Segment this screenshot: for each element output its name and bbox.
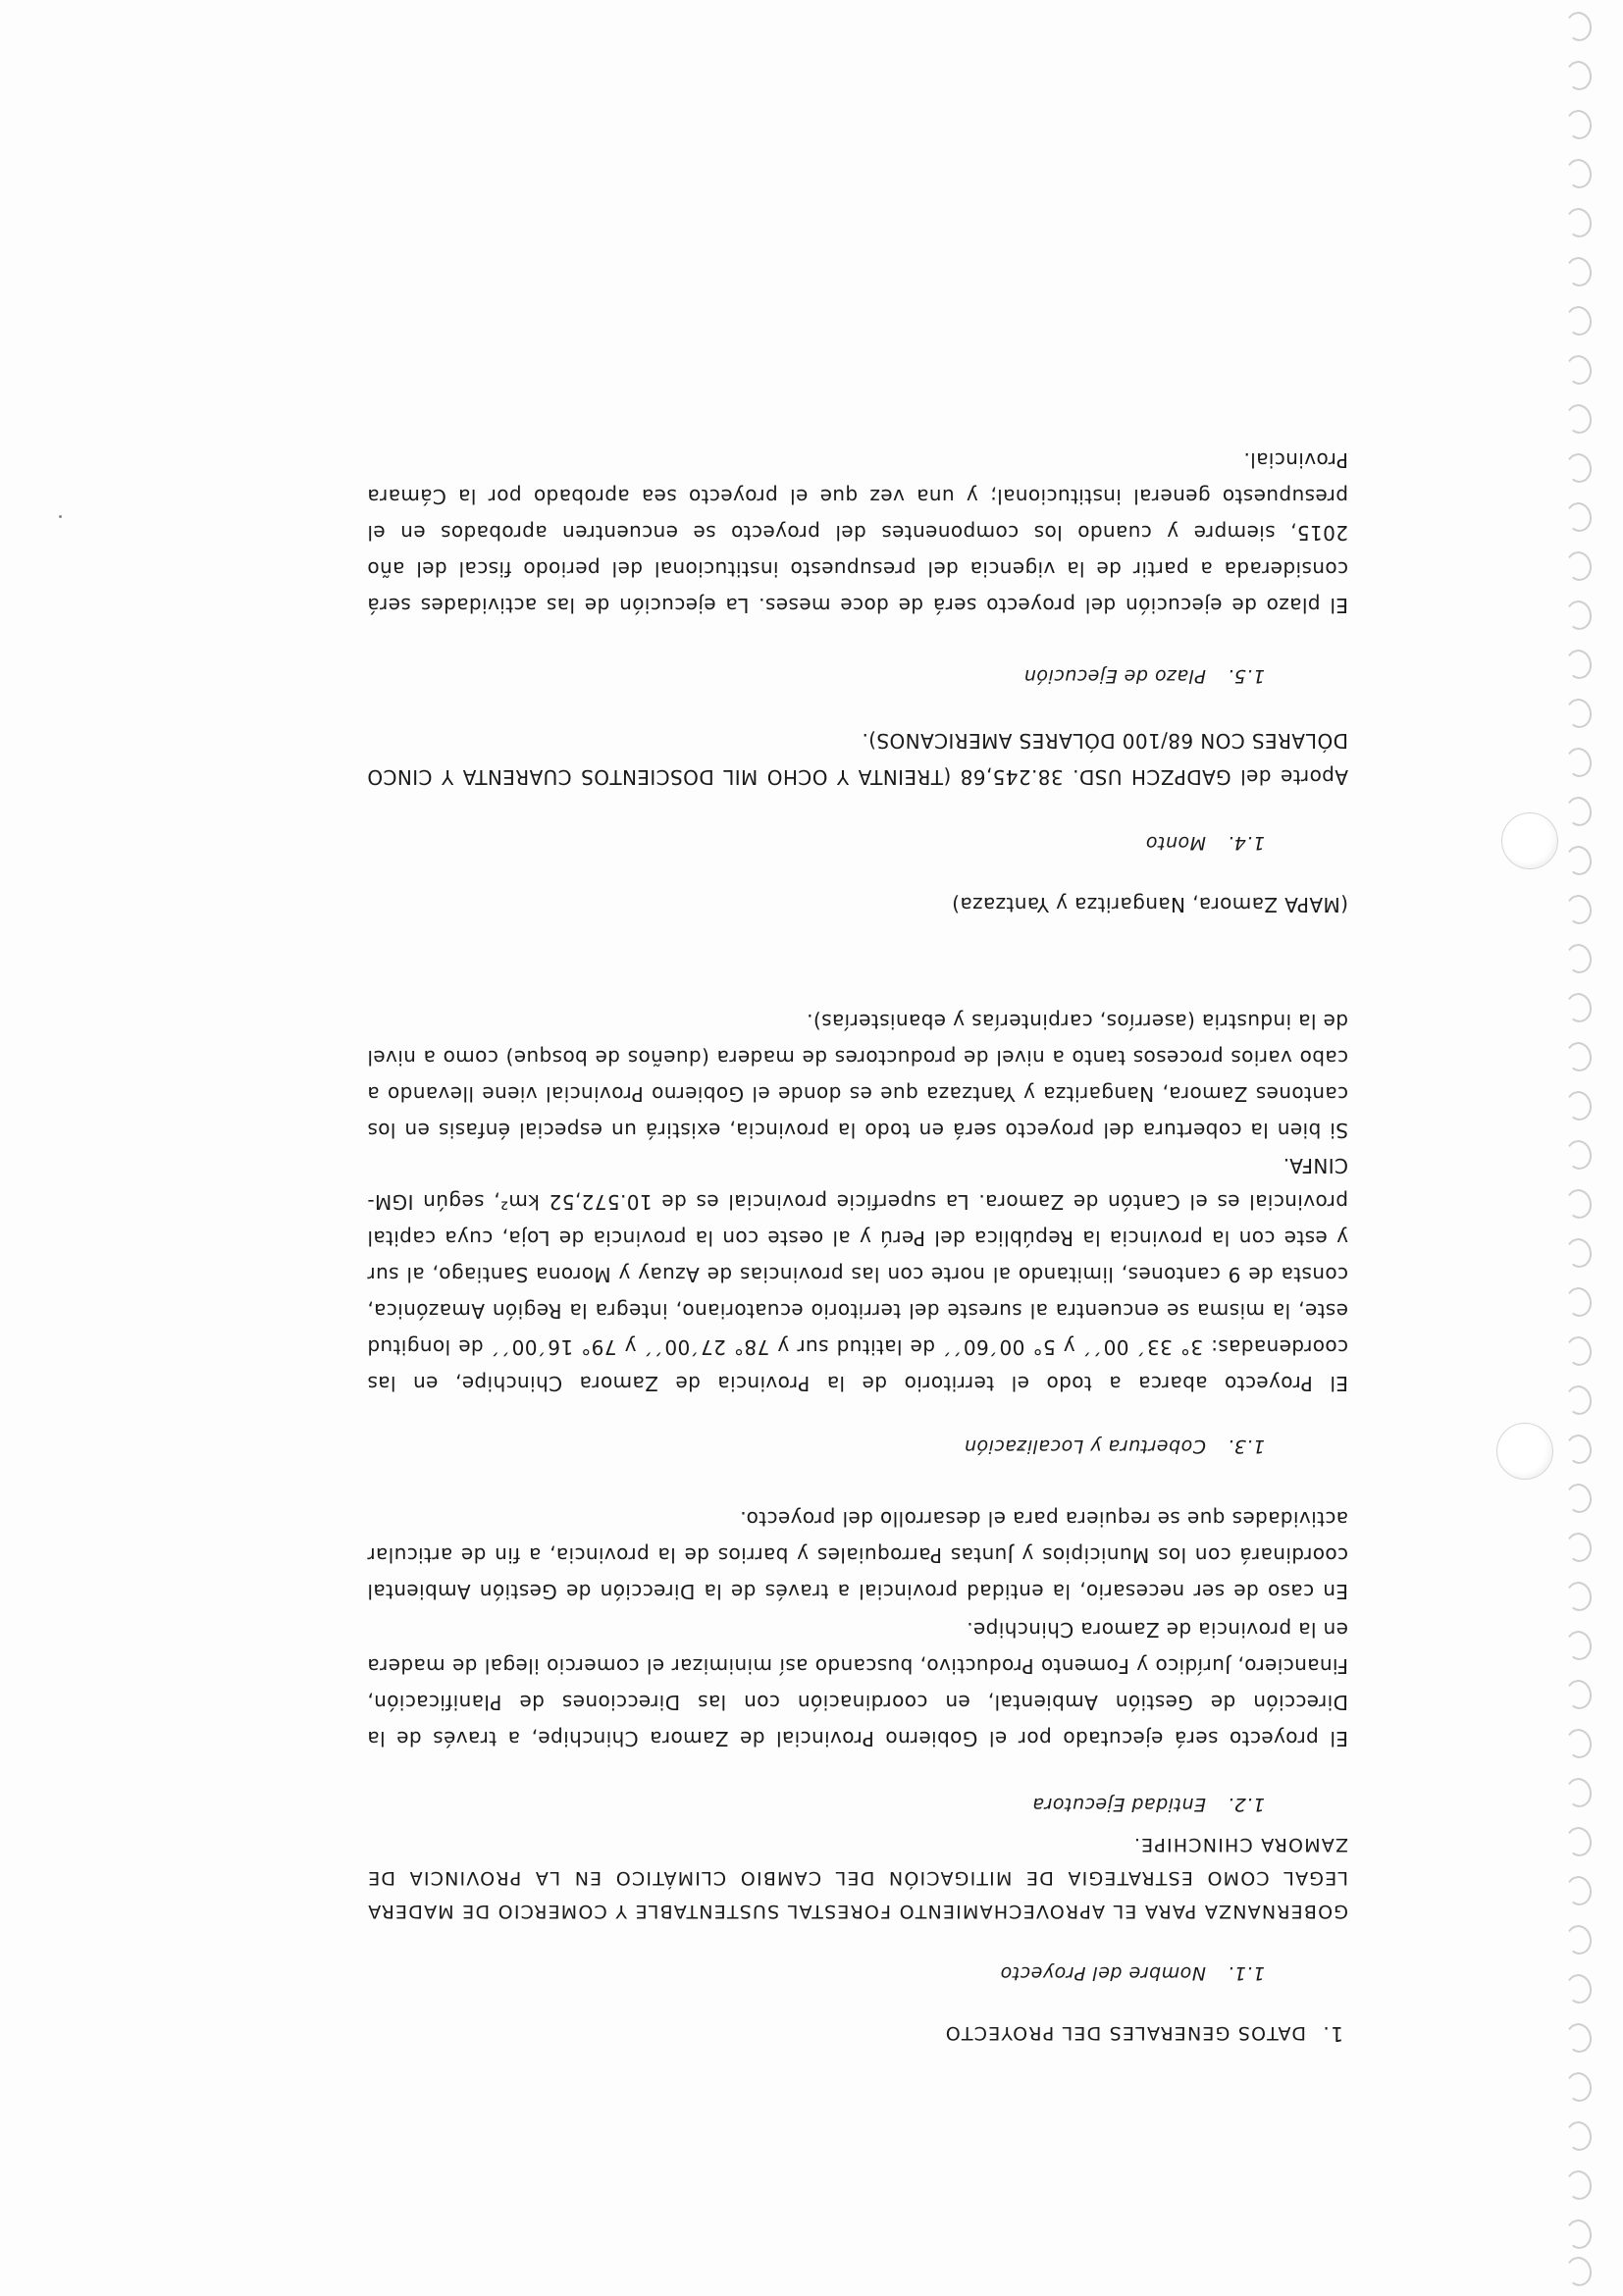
executing-entity-paragraph-1: El proyecto será ejecutado por el Gobierno Provincial de Zamora Chinchipe, a través de la Dirección de Gestión Ambiental, en coordinación con las Direcciones de Planificación, Financiero, Jurídico y Fomento Productivo, buscando así minimizar el comercio ilegal de madera en la provincia de Zamora Chinchipe.	[367, 1618, 1348, 1750]
executing-entity-paragraph-2: En caso de ser necesario, la entidad provincial a través de la Dirección de Gestión Ambiental coordinará con los Municipios y Juntas Parroquiales y barrios de la provincia, a fin de articular actividades que se requiera para el desarrollo del proyecto.	[367, 1507, 1348, 1603]
subsection-1-3-heading: 1.3.Cobertura y Localización	[964, 1435, 1265, 1457]
project-name: GOBERNANZA PARA EL APROVECHAMIENTO FORESTAL SUSTENTABLE Y COMERCIO DE MADERA LEGAL COMO ESTRATEGIA DE MITIGACIÓN DEL CAMBIO CLIMÁTICO EN LA PROVINCIA DE ZAMORA CHINCHIPE.	[367, 1834, 1348, 1922]
coverage-paragraph-2: Si bien la cobertura del proyecto será en todo la provincia, existirá un especial énfasis en los cantones Zamora, Nangaritza y Yantzaza que es donde el Gobierno Provincial viene llevando a cabo varios procesos tanto a nivel de productores de madera (dueños de bosque) como a nivel de la industria (aserríos, carpinterías y ebanisterías).	[367, 1010, 1348, 1142]
coverage-paragraph-1: El Proyecto abarca a todo el territorio de la Provincia de Zamora Chinchipe, en las coordenadas: 3° 33´ 00´´ y 5° 00´60´´ de latitud sur y 78° 27´00´´ y 79° 16´00´´ de longitud este, la misma se encuentra al sureste del territorio ecuatoriano, integra la Región Amazónica, consta de 9 cantones, limitando al norte con las provincias de Azuay y Morona Santiago, al sur y este con la provincia la República del Perú y al oeste con la provincia de Loja, cuya capital provincial es el Cantón de Zamora. La superficie provincial es de 10.572,52 km², según IGM-CINFA.	[367, 1154, 1348, 1395]
subsection-1-1-heading: 1.1.Nombre del Proyecto	[1000, 1962, 1265, 1984]
coverage-map-note: (MAPA Zamora, Nangaritza y Yantzaza)	[951, 893, 1348, 916]
section-title: DATOS GENERALES DEL PROYECTO	[944, 2022, 1306, 2044]
amount-paragraph: Aporte del GADPZCH USD. 38.245,68 (TREINTA Y OCHO MIL DOSCIENTOS CUARENTA Y CINCO DÓLARES CON 68/100 DÓLARES AMERICANOS).	[367, 729, 1348, 789]
subsection-1-4-heading: 1.4.Monto	[1145, 832, 1265, 854]
subsection-1-5-heading: 1.5.Plazo de Ejecución	[1023, 665, 1265, 687]
section-heading	[460, 2022, 1343, 2046]
duration-paragraph: El plazo de ejecución del proyecto será de doce meses. La ejecución de las actividades será considerada a partir de la vigencia del presupuesto institucional del periodo fiscal del año 2015, siempre y cuando los componentes del proyecto se encuentren aprobados en el presupuesto general institucional; y una vez que el proyecto sea aprobado por la Cámara Provincial.	[367, 448, 1348, 617]
section-number: 1.	[1321, 2022, 1343, 2046]
subsection-1-2-heading: 1.2.Entidad Ejecutora	[1031, 1794, 1265, 1815]
